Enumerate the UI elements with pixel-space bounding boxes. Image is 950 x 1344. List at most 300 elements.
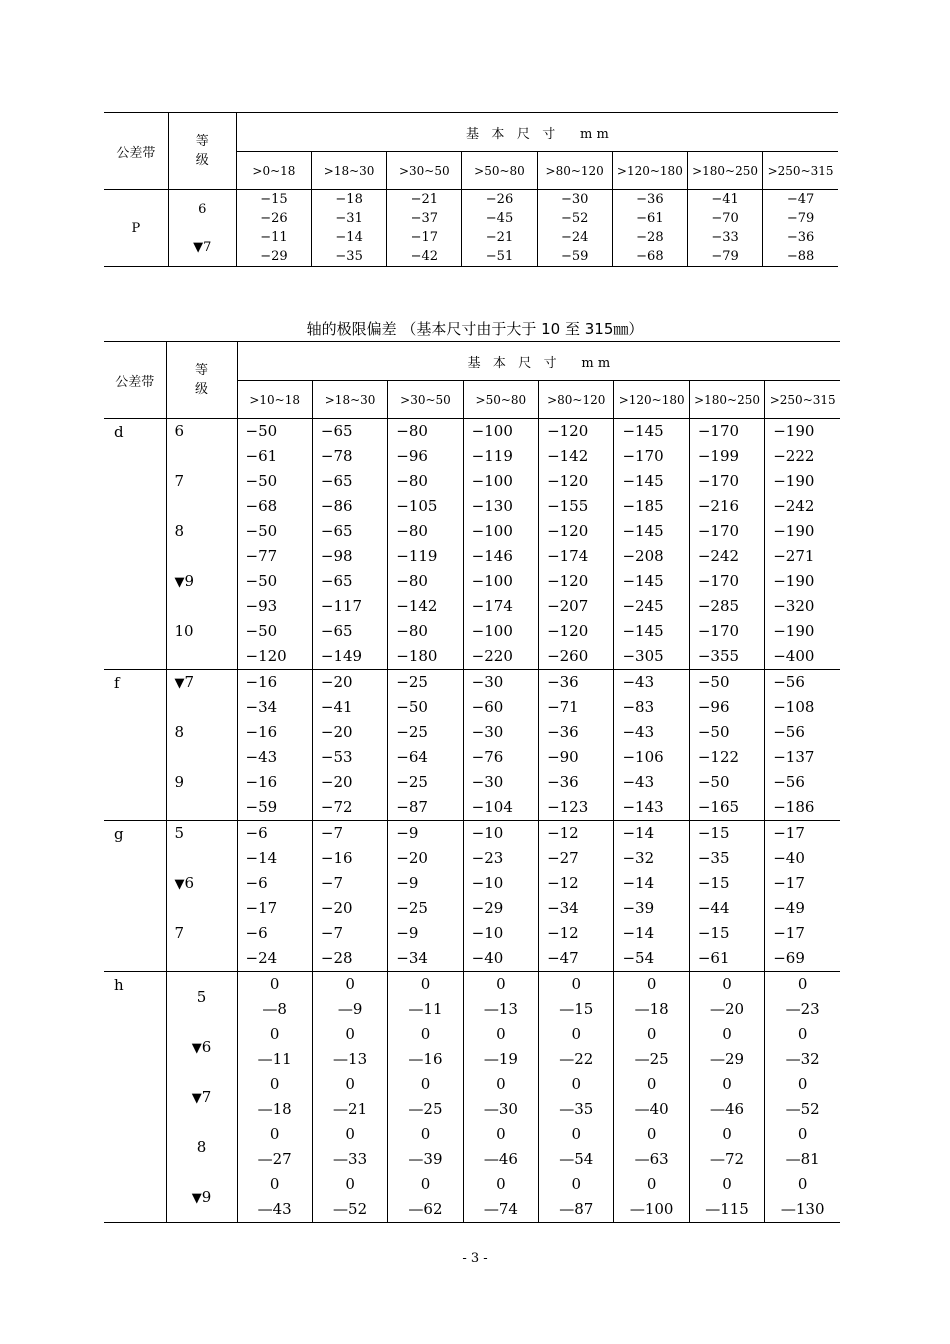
upper-deviation: −7 [320, 874, 344, 892]
grade-label: 9 [174, 773, 185, 791]
lower-deviation: −52 [560, 211, 589, 226]
grade-cell [166, 670, 237, 721]
lower-deviation: —62 [408, 1200, 443, 1218]
shaft-limit-deviation-table [104, 341, 840, 1223]
lower-deviation: —33 [333, 1150, 368, 1168]
grade-cell [168, 228, 236, 267]
lower-deviation: −69 [773, 949, 805, 967]
upper-deviation: −20 [320, 673, 353, 691]
lower-deviation: −305 [622, 647, 664, 665]
lower-deviation: —81 [785, 1150, 820, 1168]
lower-deviation: −260 [547, 647, 589, 665]
lower-deviation: −222 [773, 447, 815, 465]
lower-deviation: −59 [560, 249, 589, 264]
upper-deviation: 0 [722, 975, 732, 993]
lower-deviation: −137 [773, 748, 815, 766]
size-range-cell [539, 381, 614, 419]
deviation-cell [539, 519, 614, 569]
grade-header-cell [168, 113, 236, 190]
lower-deviation: −117 [320, 597, 363, 615]
recommended-marker-icon: ▼ [193, 239, 204, 255]
deviation-cell [237, 469, 312, 519]
size-range-label: >30~50 [398, 163, 450, 178]
lower-deviation: −104 [471, 798, 513, 816]
tolerance-zone-header: 公差带 [115, 374, 155, 390]
upper-deviation: −50 [697, 673, 730, 691]
lower-deviation: −142 [547, 447, 589, 465]
size-range-cell [612, 152, 687, 190]
deviation-cell [463, 1122, 538, 1172]
zone-cell [104, 419, 166, 670]
upper-deviation: −170 [697, 622, 740, 640]
basic-size-header-cell [237, 342, 840, 381]
lower-deviation: −40 [471, 949, 504, 967]
deviation-cell [539, 770, 614, 821]
lower-deviation: −35 [697, 849, 730, 867]
lower-deviation: −70 [711, 211, 739, 226]
lower-deviation: −44 [697, 899, 730, 917]
upper-deviation: 0 [722, 1025, 732, 1043]
upper-deviation: −65 [320, 522, 353, 540]
upper-deviation: −30 [560, 192, 589, 207]
deviation-cell [614, 1172, 689, 1223]
deviation-cell [312, 1122, 387, 1172]
deviation-cell [765, 619, 840, 670]
upper-deviation: 0 [345, 1175, 355, 1193]
deviation-cell [765, 519, 840, 569]
upper-deviation: −145 [622, 572, 664, 590]
deviation-cell [312, 972, 387, 1023]
lower-deviation: −174 [471, 597, 513, 615]
grade-row [104, 770, 840, 821]
lower-deviation: −25 [396, 899, 428, 917]
lower-deviation: −220 [471, 647, 513, 665]
lower-deviation: −130 [471, 497, 513, 515]
recommended-marker-icon: ▼ [174, 575, 185, 590]
upper-deviation: 0 [722, 1175, 732, 1193]
grade-label: 6 [174, 422, 185, 440]
upper-deviation: −50 [245, 422, 278, 440]
lower-deviation: −76 [471, 748, 504, 766]
grade-cell [166, 720, 237, 770]
upper-deviation: −56 [773, 723, 805, 741]
upper-deviation: 0 [797, 975, 808, 993]
upper-deviation: −190 [773, 572, 815, 590]
deviation-cell [463, 770, 538, 821]
lower-deviation: −27 [547, 849, 579, 867]
lower-deviation: −35 [335, 249, 363, 264]
deviation-cell [387, 228, 462, 267]
upper-deviation: 0 [420, 1075, 431, 1093]
lower-deviation: −32 [622, 849, 655, 867]
deviation-cell [312, 190, 387, 229]
upper-deviation: −20 [320, 723, 353, 741]
size-range-cell [388, 381, 463, 419]
lower-deviation: −108 [773, 698, 815, 716]
deviation-cell [689, 720, 764, 770]
upper-deviation: 0 [646, 1175, 657, 1193]
lower-deviation: −180 [396, 647, 438, 665]
grade-label: 7 [184, 673, 195, 691]
lower-deviation: —29 [709, 1050, 745, 1068]
recommended-marker-icon: ▼ [191, 1191, 202, 1206]
upper-deviation: 0 [345, 1075, 355, 1093]
deviation-cell [765, 720, 840, 770]
deviation-cell [463, 619, 538, 670]
upper-deviation: −30 [471, 773, 504, 791]
size-range-label: >30~50 [400, 392, 451, 407]
upper-deviation: 0 [345, 975, 355, 993]
lower-deviation: −320 [773, 597, 815, 615]
grade-cell [166, 419, 237, 470]
upper-deviation: −65 [320, 622, 353, 640]
upper-deviation: 0 [722, 1125, 732, 1143]
lower-deviation: −174 [547, 547, 589, 565]
grade-header-line2: 级 [194, 382, 208, 397]
deviation-cell [765, 1172, 840, 1223]
size-range-cell [312, 381, 387, 419]
lower-deviation: −146 [471, 547, 513, 565]
deviation-cell [689, 419, 764, 470]
lower-deviation: −61 [636, 211, 664, 226]
upper-deviation: −18 [335, 192, 363, 207]
deviation-cell [689, 1172, 764, 1223]
upper-deviation: −120 [547, 472, 589, 490]
size-range-label: >50~80 [474, 163, 525, 178]
lower-deviation: −45 [485, 211, 514, 226]
size-range-cell [237, 381, 312, 419]
recommended-marker-icon: ▼ [174, 676, 185, 691]
deviation-cell [237, 921, 312, 972]
deviation-cell [312, 619, 387, 670]
deviation-cell [237, 419, 312, 470]
lower-deviation: —63 [634, 1150, 669, 1168]
deviation-cell [539, 569, 614, 619]
grade-label: 9 [201, 1188, 212, 1206]
upper-deviation: 0 [646, 1025, 657, 1043]
deviation-cell [237, 1122, 312, 1172]
upper-deviation: −21 [485, 230, 514, 245]
lower-deviation: —130 [780, 1200, 825, 1218]
deviation-cell [312, 1022, 387, 1072]
deviation-cell [388, 419, 463, 470]
grade-row [104, 190, 838, 229]
hole-deviation-table-p [104, 112, 838, 267]
size-range-cell [614, 381, 689, 419]
size-range-cell [687, 152, 762, 190]
lower-deviation: −20 [320, 899, 353, 917]
deviation-cell [765, 770, 840, 821]
grade-header-line2: 级 [195, 153, 209, 168]
deviation-cell [687, 190, 762, 229]
upper-deviation: −120 [547, 622, 589, 640]
upper-deviation: 0 [496, 1175, 506, 1193]
upper-deviation: 0 [420, 1025, 431, 1043]
deviation-cell [236, 228, 311, 267]
upper-deviation: −145 [622, 522, 664, 540]
deviation-cell [463, 1172, 538, 1223]
deviation-cell [689, 569, 764, 619]
lower-deviation: −61 [697, 949, 730, 967]
upper-deviation: −65 [320, 472, 353, 490]
grade-cell [166, 871, 237, 921]
deviation-cell [463, 1072, 538, 1122]
lower-deviation: −245 [622, 597, 664, 615]
size-range-cell [387, 152, 462, 190]
upper-deviation: −16 [245, 773, 278, 791]
deviation-cell [539, 670, 614, 721]
upper-deviation: −30 [471, 723, 504, 741]
deviation-cell [689, 770, 764, 821]
deviation-cell [539, 871, 614, 921]
lower-deviation: —11 [257, 1050, 292, 1068]
upper-deviation: −120 [547, 422, 589, 440]
deviation-cell [765, 1022, 840, 1072]
upper-deviation: 0 [797, 1125, 808, 1143]
lower-deviation: −29 [260, 249, 288, 264]
deviation-cell [462, 190, 537, 229]
upper-deviation: −36 [547, 723, 579, 741]
upper-deviation: −170 [697, 572, 740, 590]
lower-deviation: −119 [396, 547, 438, 565]
deviation-cell [614, 569, 689, 619]
deviation-cell [539, 1072, 614, 1122]
tolerance-zone-label: P [131, 220, 141, 236]
lower-deviation: −143 [622, 798, 664, 816]
lower-deviation: —21 [333, 1100, 368, 1118]
deviation-cell [539, 619, 614, 670]
upper-deviation: −80 [396, 472, 428, 490]
lower-deviation: −24 [245, 949, 278, 967]
upper-deviation: −80 [396, 622, 428, 640]
deviation-cell [388, 519, 463, 569]
upper-deviation: 0 [797, 1075, 808, 1093]
size-range-label: >120~180 [618, 392, 685, 407]
upper-deviation: −17 [773, 874, 805, 892]
lower-deviation: —43 [257, 1200, 292, 1218]
deviation-cell [765, 670, 840, 721]
lower-deviation: −41 [320, 698, 353, 716]
grade-cell [166, 821, 237, 872]
upper-deviation: −43 [622, 773, 655, 791]
deviation-cell [387, 190, 462, 229]
size-range-cell [462, 152, 537, 190]
header-row [104, 342, 840, 381]
grade-cell [166, 619, 237, 670]
upper-deviation: 0 [646, 1125, 657, 1143]
upper-deviation: −11 [260, 230, 288, 245]
grade-cell [166, 469, 237, 519]
grade-row [104, 569, 840, 619]
upper-deviation: −10 [471, 874, 504, 892]
deviation-cell [462, 228, 537, 267]
size-range-label: >120~180 [616, 163, 683, 178]
lower-deviation: −17 [245, 899, 278, 917]
deviation-cell [539, 821, 614, 872]
upper-deviation: 0 [722, 1075, 732, 1093]
lower-deviation: —46 [709, 1100, 745, 1118]
deviation-cell [614, 720, 689, 770]
lower-deviation: —22 [559, 1050, 594, 1068]
deviation-cell [237, 569, 312, 619]
upper-deviation: −100 [471, 522, 513, 540]
deviation-cell [689, 821, 764, 872]
deviation-cell [388, 972, 463, 1023]
deviation-cell [463, 419, 538, 470]
deviation-cell [312, 821, 387, 872]
deviation-cell [765, 821, 840, 872]
upper-deviation: 0 [269, 1175, 280, 1193]
grade-row [104, 670, 840, 721]
size-range-label: >50~80 [475, 392, 527, 407]
upper-deviation: −28 [636, 230, 664, 245]
deviation-cell [388, 670, 463, 721]
lower-deviation: −53 [320, 748, 353, 766]
deviation-cell [765, 569, 840, 619]
size-range-cell [537, 152, 612, 190]
deviation-cell [614, 770, 689, 821]
grade-cell [166, 921, 237, 972]
grade-cell [166, 1122, 237, 1172]
deviation-cell [689, 871, 764, 921]
deviation-cell [614, 921, 689, 972]
deviation-cell [765, 972, 840, 1023]
size-range-cell [689, 381, 764, 419]
upper-deviation: −36 [786, 230, 815, 245]
grade-cell [168, 190, 236, 229]
upper-deviation: −7 [320, 824, 344, 842]
grade-cell [166, 1022, 237, 1072]
upper-deviation: −16 [245, 723, 278, 741]
tolerance-zone-label: d [114, 423, 124, 441]
lower-deviation: −165 [697, 798, 740, 816]
upper-deviation: −14 [622, 824, 655, 842]
lower-deviation: −242 [773, 497, 815, 515]
upper-deviation: 0 [269, 1025, 280, 1043]
upper-deviation: −25 [396, 723, 428, 741]
deviation-cell [388, 1072, 463, 1122]
upper-deviation: 0 [269, 975, 280, 993]
upper-deviation: −9 [396, 874, 419, 892]
upper-deviation: −14 [335, 230, 363, 245]
upper-deviation: −12 [547, 824, 579, 842]
lower-deviation: −26 [260, 211, 288, 226]
upper-deviation: −36 [636, 192, 664, 207]
upper-deviation: −30 [471, 673, 504, 691]
upper-deviation: 0 [420, 1175, 431, 1193]
deviation-cell [237, 972, 312, 1023]
upper-deviation: −43 [622, 723, 655, 741]
lower-deviation: −207 [547, 597, 589, 615]
deviation-cell [539, 419, 614, 470]
upper-deviation: −56 [773, 673, 805, 691]
upper-deviation: 0 [571, 975, 582, 993]
grade-header-line1: 等 [195, 134, 209, 149]
lower-deviation: −119 [471, 447, 513, 465]
deviation-cell [765, 871, 840, 921]
lower-deviation: −142 [396, 597, 438, 615]
deviation-cell [312, 419, 387, 470]
deviation-cell [614, 419, 689, 470]
basic-size-header-cell [236, 113, 838, 152]
lower-deviation: —13 [483, 1000, 518, 1018]
upper-deviation: 0 [496, 1025, 506, 1043]
grade-row [104, 1022, 840, 1072]
size-range-cell [765, 381, 840, 419]
lower-deviation: −72 [320, 798, 353, 816]
grade-cell [166, 569, 237, 619]
deviation-cell [614, 670, 689, 721]
deviation-cell [312, 469, 387, 519]
zone-cell [104, 821, 166, 972]
lower-deviation: —25 [634, 1050, 669, 1068]
size-range-cell [763, 152, 838, 190]
deviation-cell [312, 770, 387, 821]
upper-deviation: −36 [547, 773, 579, 791]
deviation-cell [237, 871, 312, 921]
deviation-cell [237, 821, 312, 872]
page-number: - 3 - [462, 1251, 488, 1266]
upper-deviation: −50 [245, 622, 278, 640]
deviation-cell [689, 1022, 764, 1072]
upper-deviation: 0 [420, 1125, 431, 1143]
deviation-cell [388, 1172, 463, 1223]
deviation-cell [237, 1172, 312, 1223]
upper-deviation: 0 [646, 975, 657, 993]
upper-deviation: −50 [697, 773, 730, 791]
deviation-cell [388, 921, 463, 972]
tolerance-zone-label: h [114, 976, 124, 994]
tolerance-zone-header: 公差带 [116, 145, 156, 161]
lower-deviation: −199 [697, 447, 740, 465]
upper-deviation: −15 [697, 924, 730, 942]
grade-label: 5 [174, 824, 185, 842]
upper-deviation: −50 [697, 723, 730, 741]
lower-deviation: —15 [559, 1000, 594, 1018]
upper-deviation: 0 [571, 1025, 582, 1043]
deviation-cell [463, 469, 538, 519]
grade-cell [166, 1072, 237, 1122]
grade-row [104, 228, 838, 267]
lower-deviation: −87 [396, 798, 428, 816]
size-range-cell [312, 152, 387, 190]
tolerance-zone-header-cell [104, 342, 166, 419]
grade-label: 6 [198, 201, 207, 217]
deviation-cell [614, 519, 689, 569]
size-range-label: >0~18 [252, 163, 296, 178]
lower-deviation: −47 [547, 949, 579, 967]
upper-deviation: −170 [697, 422, 740, 440]
upper-deviation: −100 [471, 622, 513, 640]
deviation-cell [312, 569, 387, 619]
upper-deviation: 0 [345, 1125, 355, 1143]
lower-deviation: −61 [245, 447, 278, 465]
lower-deviation: −34 [547, 899, 579, 917]
upper-deviation: −17 [773, 924, 805, 942]
deviation-cell [237, 770, 312, 821]
lower-deviation: —46 [483, 1150, 518, 1168]
size-range-label: >180~250 [694, 392, 760, 407]
lower-deviation: −68 [636, 249, 664, 264]
deviation-cell [765, 1122, 840, 1172]
size-range-label: >250~315 [767, 163, 834, 178]
recommended-marker-icon: ▼ [191, 1091, 202, 1106]
deviation-cell [236, 190, 311, 229]
lower-deviation: −20 [396, 849, 428, 867]
deviation-cell [539, 1022, 614, 1072]
deviation-cell [539, 469, 614, 519]
lower-deviation: —115 [705, 1200, 749, 1218]
